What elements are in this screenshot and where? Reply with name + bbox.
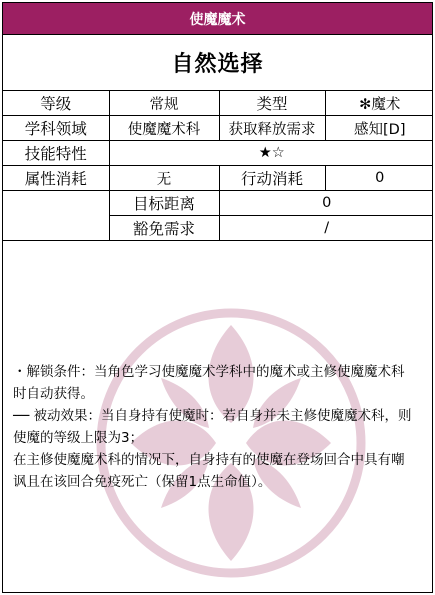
- acquire-label: 获取释放需求: [219, 116, 325, 141]
- table-row: [3, 166, 433, 191]
- save-value: /: [219, 216, 433, 241]
- header-title: 使魔魔术: [189, 11, 246, 28]
- field-label: 学科领域: [3, 116, 109, 141]
- skill-title: [3, 34, 432, 91]
- type-value: ✻魔术: [325, 91, 433, 116]
- trait-value: ★☆: [109, 141, 433, 166]
- table-row: [3, 191, 433, 216]
- attribute-table: [3, 91, 433, 241]
- trait-label: 技能特性: [3, 141, 109, 166]
- save-label: 豁免需求: [109, 216, 219, 241]
- skill-name: 自然选择: [171, 52, 264, 77]
- acquire-requirement: 感知[D]: [325, 116, 433, 141]
- grade-label: 等级: [3, 91, 109, 116]
- table-row: [3, 91, 433, 116]
- cost-value: 无: [109, 166, 219, 191]
- action-label: 行动消耗: [219, 166, 325, 191]
- empty-cell: [3, 191, 109, 241]
- type-label: 类型: [219, 91, 325, 116]
- skill-card: [2, 2, 433, 593]
- table-row: [3, 116, 433, 141]
- grade-value: 常规: [109, 91, 219, 116]
- unlock-condition: ・解锁条件：当角色学习使魔魔术学科中的魔术或主修使魔魔术科时自动获得。: [13, 364, 405, 402]
- card-header: [3, 3, 432, 34]
- major-effect: 在主修使魔魔术科的情况下，自身持有的使魔在登场回合中具有嘲讽且在该回合免疫死亡（保留1点生命值）。: [13, 452, 405, 490]
- field-value: 使魔魔术科: [109, 116, 219, 141]
- action-value: 0: [325, 166, 433, 191]
- table-row: [3, 141, 433, 166]
- skill-description: [13, 361, 413, 493]
- passive-effect: ── 被动效果：当自身持有使魔时：若自身并未主修使魔魔术科，则使魔的等级上限为3；: [13, 408, 412, 446]
- cost-label: 属性消耗: [3, 166, 109, 191]
- range-label: 目标距离: [109, 191, 219, 216]
- range-value: 0: [219, 191, 433, 216]
